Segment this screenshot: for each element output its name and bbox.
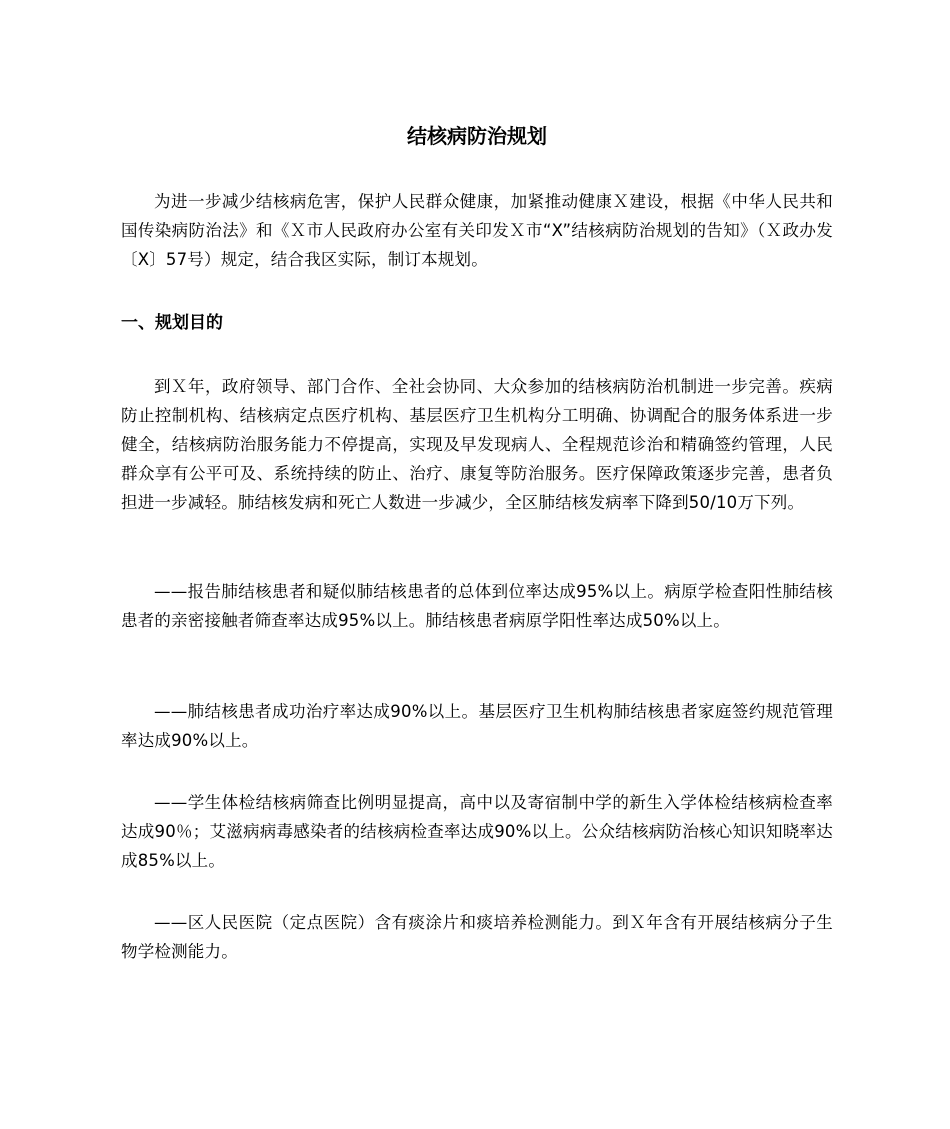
intro-paragraph: 为进一步减少结核病危害，保护人民群众健康，加紧推动健康Ｘ建设，根据《中华人民共和国传染病防治法》和《Ｘ市人民政府办公室有关印发Ｘ市“X”结核病防治规划的告知》（Ｘ政办发〔X〕57号）规定，结合我区实际，制订本规划。 — [121, 192, 833, 269]
section-heading-goals: 一、规划目的 — [121, 313, 223, 333]
document-title: 结核病防治规划 — [407, 124, 547, 148]
goal-item-treatment: ——肺结核患者成功治疗率达成90%以上。基层医疗卫生机构肺结核患者家庭签约规范管理率达成90%以上。 — [121, 702, 833, 750]
goal-item-lab-capacity: ——区人民医院（定点医院）含有痰涂片和痰培养检测能力。到Ｘ年含有开展结核病分子生物学检测能力。 — [121, 913, 833, 961]
goal-item-detection: ——报告肺结核患者和疑似肺结核患者的总体到位率达成95%以上。病原学检查阳性肺结核患者的亲密接触者筛查率达成95%以上。肺结核患者病原学阳性率达成50%以上。 — [121, 582, 833, 630]
goal-item-screening: ——学生体检结核病筛查比例明显提高，高中以及寄宿制中学的新生入学体检结核病检查率达成90％；艾滋病病毒感染者的结核病检查率达成90%以上。公众结核病防治核心知识知晓率达成85%以上。 — [121, 793, 833, 870]
goal-overview-paragraph: 到Ｘ年，政府领导、部门合作、全社会协同、大众参加的结核病防治机制进一步完善。疾病防止控制机构、结核病定点医疗机构、基层医疗卫生机构分工明确、协调配合的服务体系进一步健全，结核病防治服务能力不停提高，实现及早发现病人、全程规范诊治和精确签约管理，人民群众享有公平可及、系统持续的防止、治疗、康复等防治服务。医疗保障政策逐步完善，患者负担进一步减轻。肺结核发病和死亡人数进一步减少，全区肺结核发病率下降到50/10万下列。 — [121, 377, 833, 512]
